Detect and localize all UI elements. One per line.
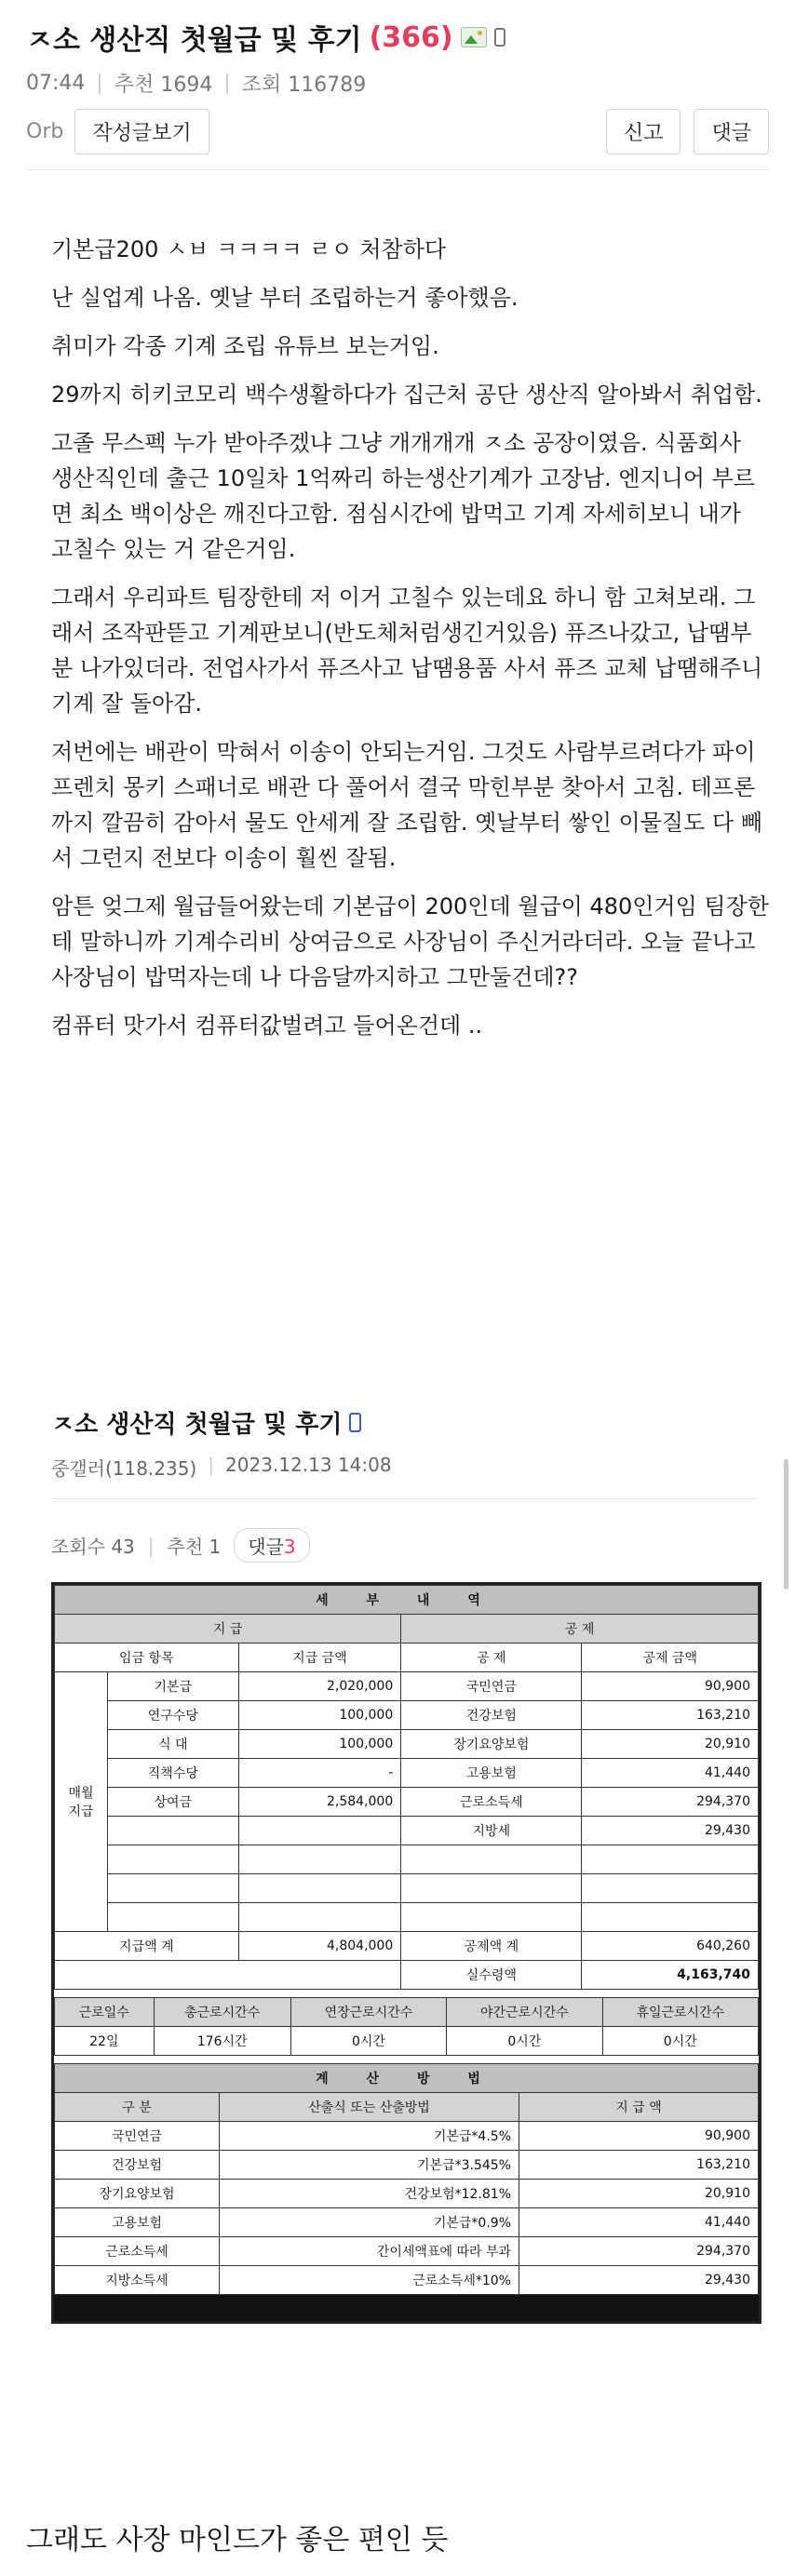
deduct-item [401, 1845, 582, 1874]
article-paragraph: 암튼 엊그제 월급들어왔는데 기본급이 200인데 월급이 480인거임 팀장한테 말하니까 기계수리비 상여금으로 사장님이 주신거라더라. 오늘 끝나고 사장님이 밥먹자는데 나 다음달까지하고 그만둘건데?? [51, 893, 769, 990]
reply-label: 댓글 [248, 1536, 284, 1558]
deduct-item: 고용보험 [401, 1759, 582, 1788]
pay-item [108, 1817, 239, 1845]
col-item: 임금 항목 [55, 1644, 239, 1672]
calc-amount: 29,430 [519, 2266, 759, 2295]
work-value: 0시간 [447, 2027, 602, 2056]
work-value: 0시간 [290, 2027, 446, 2056]
calc-item: 장기요양보험 [55, 2180, 220, 2208]
pay-amount: 2,584,000 [238, 1788, 401, 1817]
deduct-item: 근로소득세 [401, 1788, 582, 1817]
calc-item: 국민연금 [55, 2122, 220, 2151]
closing-comment: 그래도 사장 마인드가 좋은 편인 듯 [26, 2524, 449, 2556]
post-meta [26, 69, 769, 98]
pay-amount [238, 1817, 401, 1845]
deduct-header: 공 제 [401, 1615, 759, 1644]
image-icon [461, 27, 487, 47]
calc-item: 건강보험 [55, 2151, 220, 2180]
screenshot-recommend: 추천 1 [167, 1536, 222, 1558]
deduct-total-label: 공제액 계 [401, 1932, 582, 1961]
deduct-amount: 20,910 [582, 1730, 759, 1759]
article-paragraph: 고졸 무스펙 누가 받아주겠냐 그냥 개개개개 ㅈ소 공장이였음. 식품회사 생산직인데 출근 10일차 1억짜리 하는생산기계가 고장남. 엔지니어 부르면 최소 백이상은 깨진다고함. 점심시간에 밥먹고 기계 자세히보니 내가 고칠수 있는 거 같은거임. [51, 430, 755, 562]
calc-item: 지방소득세 [55, 2266, 220, 2295]
calc-amount: 41,440 [519, 2208, 759, 2237]
pay-item [108, 1903, 239, 1932]
calc-amount: 90,900 [519, 2122, 759, 2151]
comment-count[interactable]: (366) [369, 20, 453, 54]
payslip-document [51, 1582, 761, 2324]
pay-item: 직책수당 [108, 1759, 239, 1788]
screenshot-title: ㅈ소 생산직 첫월급 및 후기 [51, 1411, 343, 1439]
deduct-amount: 41,440 [582, 1759, 759, 1788]
article-paragraph: 컴퓨터 맛가서 컴퓨터값벌려고 들어온건데 .. [51, 1013, 483, 1039]
scrollbar [784, 1459, 788, 1590]
pay-amount [238, 1845, 401, 1874]
work-header: 근로일수 [55, 1998, 155, 2027]
work-hours-table [54, 1997, 759, 2056]
calc-formula: 건강보험*12.81% [220, 2180, 519, 2208]
deduct-amount: 90,900 [582, 1672, 759, 1701]
meta-separator: | [96, 72, 103, 95]
deduct-amount [582, 1903, 759, 1932]
pay-item [108, 1845, 239, 1874]
action-buttons [606, 109, 769, 154]
mobile-icon [494, 28, 505, 47]
pay-total-label: 지급액 계 [55, 1932, 239, 1961]
calc-formula: 기본급*0.9% [220, 2208, 519, 2237]
payslip-title: 세 부 내 역 [55, 1586, 759, 1615]
pay-amount: - [238, 1759, 401, 1788]
calc-item: 근로소득세 [55, 2237, 220, 2266]
deduct-item: 건강보험 [401, 1701, 582, 1730]
screenshot-divider [51, 1498, 758, 1499]
calc-formula: 근로소득세*10% [220, 2266, 519, 2295]
deduct-amount [582, 1874, 759, 1903]
calc-title: 계 산 방 법 [55, 2064, 759, 2093]
article-body [0, 170, 795, 1043]
work-header: 연장근로시간수 [290, 1998, 446, 2027]
deduct-item [401, 1874, 582, 1903]
deduct-total: 640,260 [582, 1932, 759, 1961]
work-value: 176시간 [154, 2027, 290, 2056]
work-header: 총근로시간수 [154, 1998, 290, 2027]
deduct-amount [582, 1845, 759, 1874]
post-title: ㅈ소 생산직 첫월급 및 후기 [26, 24, 362, 57]
screenshot-datetime: 2023.12.13 14:08 [225, 1454, 392, 1476]
screenshot-stats [51, 1528, 310, 1563]
calc-header: 구 분 [55, 2093, 220, 2122]
calc-amount: 20,910 [519, 2180, 759, 2208]
pay-total: 4,804,000 [238, 1932, 401, 1961]
calc-formula: 기본급*3.545% [220, 2151, 519, 2180]
document-bottom-bar [54, 2295, 759, 2321]
pay-item [108, 1874, 239, 1903]
deduct-item: 지방세 [401, 1817, 582, 1845]
reply-button[interactable]: 댓글 [694, 109, 769, 154]
author-name[interactable]: Orb [26, 120, 64, 143]
pay-amount [238, 1874, 401, 1903]
calc-formula: 기본급*4.5% [220, 2122, 519, 2151]
col-deduct-item: 공 제 [401, 1644, 582, 1672]
net-pay: 4,163,740 [582, 1961, 759, 1990]
pay-amount: 100,000 [238, 1730, 401, 1759]
action-row [26, 109, 769, 154]
meta-separator: | [223, 72, 231, 95]
net-pay-label: 실수령액 [401, 1961, 582, 1990]
pay-item: 상여금 [108, 1788, 239, 1817]
post-views: 조회 116789 [241, 74, 367, 97]
author-posts-button[interactable]: 작성글보기 [74, 109, 209, 154]
calc-formula: 간이세액표에 따라 부과 [220, 2237, 519, 2266]
post-recommend: 추천 1694 [114, 74, 213, 97]
pay-amount [238, 1903, 401, 1932]
pay-item: 식 대 [108, 1730, 239, 1759]
col-deduct-amount: 공제 금액 [582, 1644, 759, 1672]
screenshot-title-row [51, 1405, 361, 1440]
article-paragraph: 난 실업계 나옴. 옛날 부터 조립하는거 좋아했음. [51, 285, 519, 311]
pay-item: 기본급 [108, 1672, 239, 1701]
calc-amount: 163,210 [519, 2151, 759, 2180]
monthly-label: 매월 지급 [55, 1672, 108, 1932]
screenshot-reply-pill [234, 1528, 309, 1563]
reply-count: 3 [283, 1536, 296, 1558]
col-amount: 지급 금액 [238, 1644, 401, 1672]
calc-item: 고용보험 [55, 2208, 220, 2237]
article-paragraph: 저번에는 배관이 막혀서 이송이 안되는거임. 그것도 사람부르려다가 파이프렌치 몽키 스패너로 배관 다 풀어서 결국 막힌부분 찾아서 고침. 테프론까지 깔끔히 감아서 물도 안세게 잘 조립함. 옛날부터 쌓인 이물질도 다 빼서 그런지 전보다 이송이 훨씬 잘됨. [51, 739, 762, 871]
meta-separator: | [147, 1534, 155, 1557]
article-paragraph: 기본급200 ㅅㅂ ㅋㅋㅋㅋ ㄹㅇ 처참하다 [51, 236, 447, 262]
deduct-item: 국민연금 [401, 1672, 582, 1701]
screenshot-views: 조회수 43 [51, 1536, 135, 1558]
calc-header: 산출식 또는 산출방법 [220, 2093, 519, 2122]
deduct-amount: 163,210 [582, 1701, 759, 1730]
deduct-amount: 29,430 [582, 1817, 759, 1845]
meta-separator: | [208, 1454, 215, 1476]
post-time: 07:44 [26, 72, 86, 95]
spacer-cell [55, 1961, 401, 1990]
work-header: 휴일근로시간수 [602, 1998, 758, 2027]
calc-header: 지 급 액 [519, 2093, 759, 2122]
payslip-table [54, 1585, 759, 1990]
screenshot-author: 중갤러(118.235) [51, 1457, 197, 1480]
deduct-item [401, 1903, 582, 1932]
work-value: 0시간 [602, 2027, 758, 2056]
pay-header: 지 급 [55, 1615, 401, 1644]
post-title-row [26, 17, 769, 58]
article-paragraph: 취미가 각종 기계 조립 유튜브 보는거임. [51, 333, 439, 359]
calc-table [54, 2063, 759, 2295]
calc-amount: 294,370 [519, 2237, 759, 2266]
mobile-icon [349, 1413, 361, 1432]
deduct-amount: 294,370 [582, 1788, 759, 1817]
deduct-item: 장기요양보험 [401, 1730, 582, 1759]
pay-amount: 2,020,000 [238, 1672, 401, 1701]
work-header: 야간근로시간수 [447, 1998, 602, 2027]
work-value: 22일 [55, 2027, 155, 2056]
post-header [0, 0, 795, 170]
article-paragraph: 그래서 우리파트 팀장한테 저 이거 고칠수 있는데요 하니 함 고쳐보래. 그래서 조작판뜯고 기계판보니(반도체처럼생긴거있음) 퓨즈나갔고, 납땜부분 나가있더라. 전업사가서 퓨즈사고 납땜용품 사서 퓨즈 교체 납땜해주니 기계 잘 돌아감. [51, 584, 763, 717]
report-button[interactable]: 신고 [606, 109, 681, 154]
pay-amount: 100,000 [238, 1701, 401, 1730]
pay-item: 연구수당 [108, 1701, 239, 1730]
screenshot-meta [51, 1454, 392, 1481]
article-paragraph: 29까지 히키코모리 백수생활하다가 집근처 공단 생산직 알아봐서 취업함. [51, 382, 762, 408]
